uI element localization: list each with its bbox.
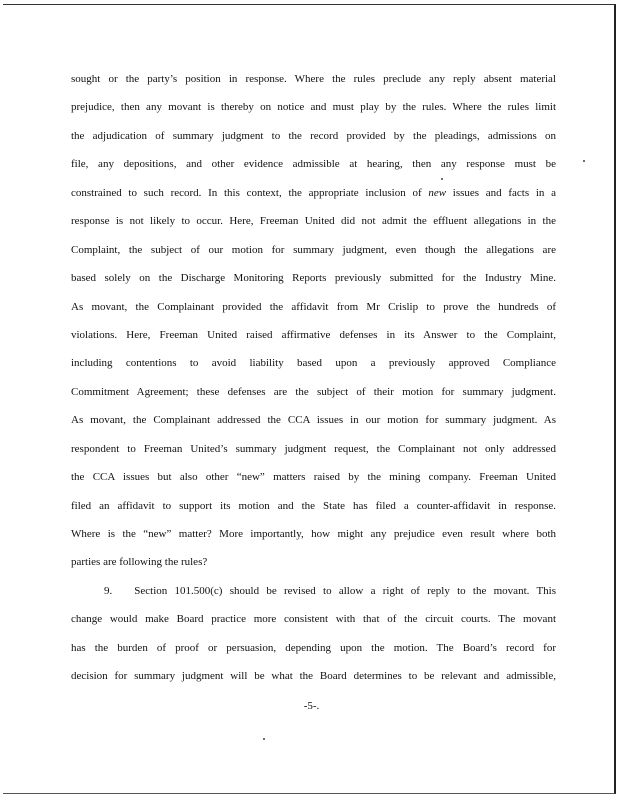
text-line: parties are following the rules? xyxy=(71,556,208,569)
paragraph-9 xyxy=(71,577,556,691)
text-line: As movant, the Complainant provided the affidavit from Mr Crislip to prove the hundreds of xyxy=(71,300,556,313)
text-line: violations. Here, Freeman United raised affirmative defenses in its Answer to the Complaint, xyxy=(71,328,556,341)
text-line: the adjudication of summary judgment to the record provided by the pleadings, admissions on xyxy=(71,129,556,142)
text-line: the CCA issues but also other “new” matters raised by the mining company. Freeman United xyxy=(71,471,556,484)
text-line: As movant, the Complainant addressed the CCA issues in our motion for summary judgment. As xyxy=(71,414,556,427)
text-line: sought or the party’s position in response. Where the rules preclude any reply absent material xyxy=(71,73,556,85)
text-line: prejudice, then any movant is thereby on notice and must play by the rules. Where the rules limit xyxy=(71,101,556,114)
text-line: Complaint, the subject of our motion for summary judgment, even though the allegations are xyxy=(71,243,556,256)
scan-speck xyxy=(583,160,585,162)
text-line: has the burden of proof or persuasion, depending upon the motion. The Board’s record for xyxy=(71,641,556,654)
text-line: constrained to such record. In this context, the appropriate inclusion of new issues and facts in a xyxy=(71,186,556,199)
text-line: Commitment Agreement; these defenses are the subject of their motion for summary judgment. xyxy=(71,385,556,398)
text-line: 9. Section 101.500(c) should be revised to allow a right of reply to the movant. This xyxy=(104,584,556,597)
text-line: respondent to Freeman United’s summary judgment request, the Complainant not only addressed xyxy=(71,442,556,455)
text-line: change would make Board practice more consistent with that of the circuit courts. The movant xyxy=(71,613,556,626)
paragraph-continuation xyxy=(71,65,556,577)
text-line: response is not likely to occur. Here, Freeman United did not admit the effluent allegations in the xyxy=(71,215,556,228)
text-line: filed an affidavit to support its motion and the State has filed a counter-affidavit in response. xyxy=(71,499,556,512)
text-line: including contentions to avoid liability based upon a previously approved Compliance xyxy=(71,357,556,370)
text-line: based solely on the Discharge Monitoring Reports previously submitted for the Industry Mine. xyxy=(71,272,556,285)
scan-speck xyxy=(263,738,265,740)
page-number: -5-. xyxy=(303,700,320,712)
text-line: decision for summary judgment will be what the Board determines to be relevant and admissible, xyxy=(71,670,556,683)
text-line: Where is the “new” matter? More importantly, how might any prejudice even result where both xyxy=(71,528,556,540)
document-body xyxy=(71,65,556,691)
text-line: file, any depositions, and other evidence admissible at hearing, then any response must be xyxy=(71,158,556,171)
scan-speck xyxy=(441,178,443,180)
